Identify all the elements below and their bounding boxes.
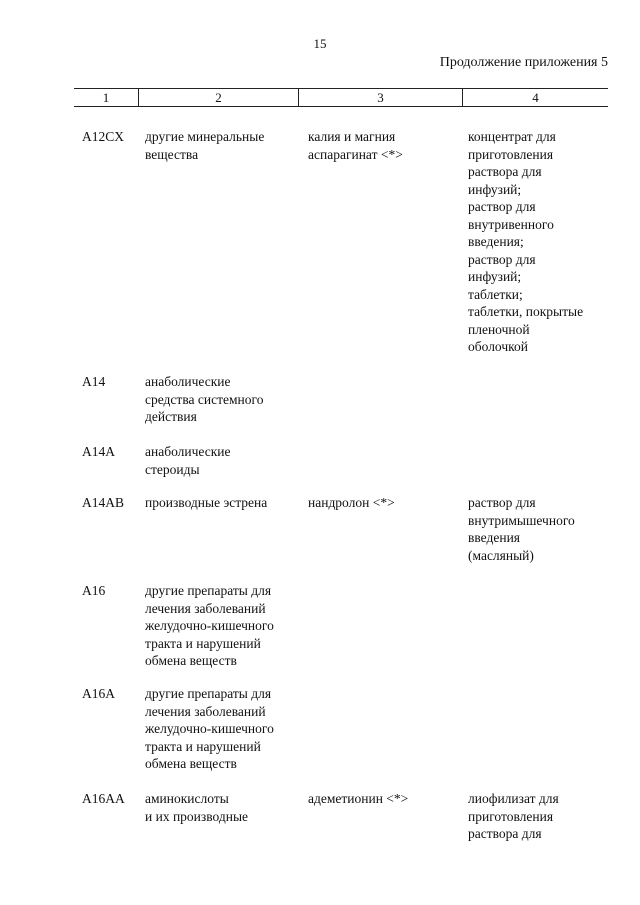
- dosage-form: концентрат для приготовления раствора для инфузий; раствор для внутривенного введения; раствор для инфузий; таблетки; таблетки, покрытые пленочной оболочкой: [468, 129, 584, 354]
- drug-name: адеметионин <*>: [308, 791, 409, 806]
- header-col-1: 1: [102, 90, 110, 105]
- header-col-4: 4: [462, 89, 608, 106]
- continuation-label: Продолжение приложения 5: [439, 55, 608, 70]
- drug-name: калия и магния аспарагинат <*>: [308, 129, 403, 162]
- group-name: анаболические средства системного действия: [145, 374, 264, 424]
- atc-code: A16: [82, 583, 106, 598]
- group-name: производные эстрена: [145, 495, 268, 510]
- group-name: другие препараты для лечения заболеваний желудочно-кишечного тракта и нарушений обмена веществ: [145, 686, 274, 771]
- drug-name: нандролон <*>: [308, 495, 395, 510]
- group-name: аминокислоты и их производные: [145, 791, 249, 824]
- dosage-form: раствор для внутримышечного введения (масляный): [468, 495, 575, 563]
- atc-code: A16AA: [82, 791, 125, 806]
- header-col-2: 2: [138, 89, 298, 106]
- group-name: анаболические стероиды: [145, 444, 231, 477]
- dosage-form: лиофилизат для приготовления раствора для: [468, 791, 559, 841]
- header-col-3: 3: [298, 89, 462, 106]
- atc-code: A14A: [82, 444, 115, 459]
- group-name: другие препараты для лечения заболеваний желудочно-кишечного тракта и нарушений обмена веществ: [145, 583, 274, 668]
- atc-code: A12CX: [82, 129, 125, 144]
- group-name: другие минеральные вещества: [145, 129, 265, 162]
- page-number: 15: [313, 36, 327, 51]
- atc-code: A14: [82, 374, 106, 389]
- atc-code: A14AB: [82, 495, 125, 510]
- atc-code: A16A: [82, 686, 115, 701]
